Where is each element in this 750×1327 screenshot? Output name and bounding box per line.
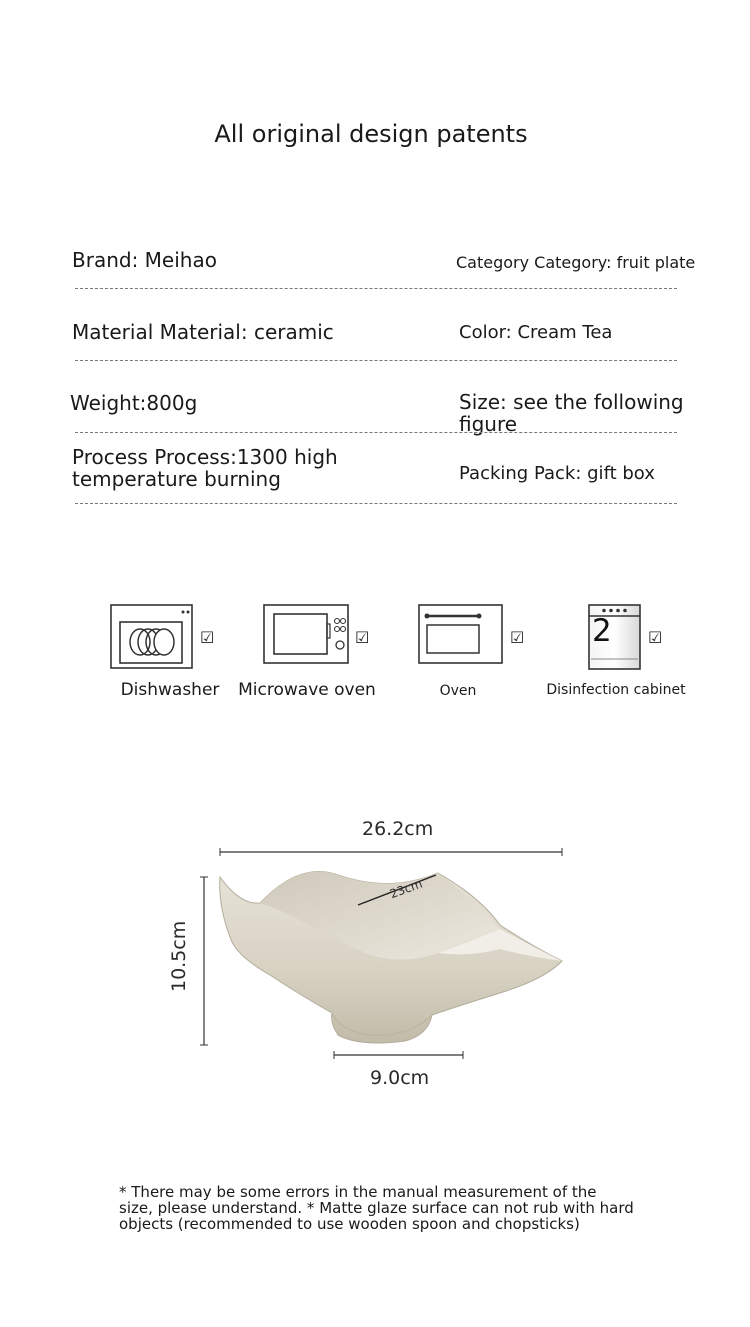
label-microwave-oven: Microwave oven — [238, 680, 376, 700]
dishwasher-icon — [110, 604, 194, 670]
divider — [75, 288, 677, 289]
dimension-width-label: 26.2cm — [362, 818, 434, 840]
dimension-base-label: 9.0cm — [370, 1067, 430, 1089]
note-line: * There may be some errors in the manual measurement of the — [119, 1183, 597, 1201]
spec-size-line2: figure — [459, 412, 518, 436]
bowl-figure — [200, 845, 580, 1065]
dimension-inner-label: 23cm — [388, 876, 425, 902]
spec-category: Category Category: fruit plate — [456, 253, 696, 272]
divider — [75, 503, 677, 504]
spec-size — [459, 391, 684, 435]
spec-color: Color: Cream Tea — [459, 322, 613, 343]
cabinet-number: 2 — [592, 613, 612, 649]
label-disinfection-cabinet: Disinfection cabinet — [546, 682, 686, 698]
spec-process — [72, 446, 338, 490]
dimension-height-label: 10.5cm — [168, 920, 190, 992]
divider — [75, 360, 677, 361]
label-dishwasher: Dishwasher — [120, 680, 220, 700]
checkbox-icon: ☑ — [200, 628, 215, 647]
note-line: objects (recommended to use wooden spoon and chopsticks) — [119, 1215, 580, 1233]
spec-brand: Brand: Meihao — [72, 248, 217, 272]
spec-size-line1: Size: see the following — [459, 390, 684, 414]
label-oven: Oven — [439, 683, 477, 699]
divider — [75, 432, 677, 433]
spec-process-line1: Process Process:1300 high — [72, 445, 338, 469]
oven-icon — [418, 604, 504, 665]
disclaimer-note — [119, 1184, 639, 1232]
spec-process-line2: temperature burning — [72, 467, 281, 491]
spec-material: Material Material: ceramic — [72, 320, 334, 344]
checkbox-icon: ☑ — [648, 628, 663, 647]
spec-weight: Weight:800g — [70, 391, 198, 415]
microwave-icon — [263, 604, 350, 665]
page-title: All original design patents — [214, 120, 528, 148]
checkbox-icon: ☑ — [355, 628, 370, 647]
note-line: size, please understand. * Matte glaze surface can not rub with hard — [119, 1199, 634, 1217]
checkbox-icon: ☑ — [510, 628, 525, 647]
spec-packing: Packing Pack: gift box — [459, 463, 655, 484]
